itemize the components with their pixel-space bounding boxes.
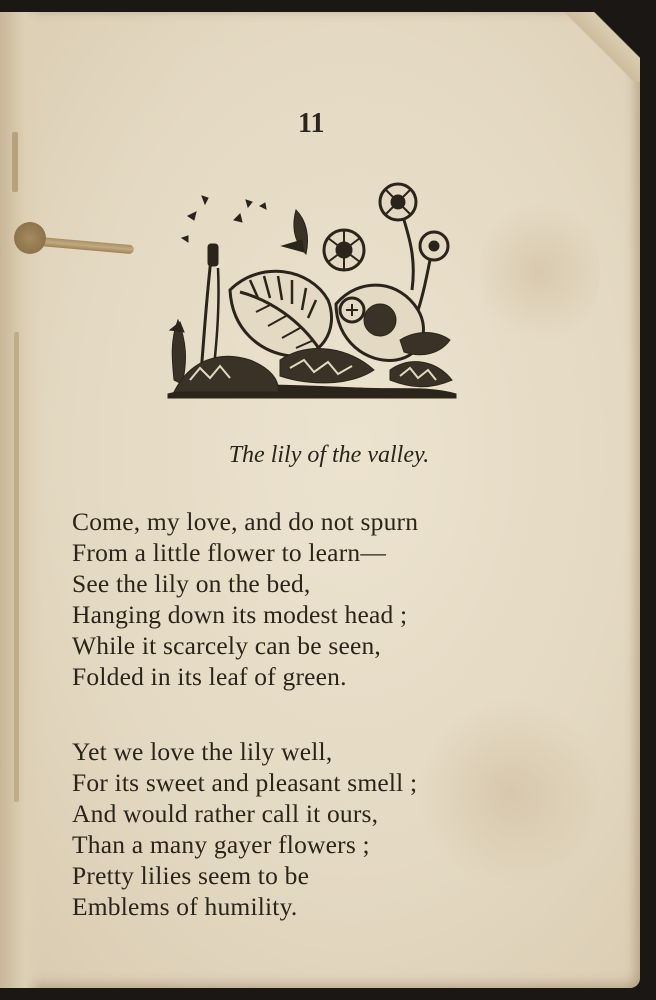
poem-line: And would rather call it ours,	[72, 799, 379, 828]
paper-stain	[480, 192, 600, 352]
poem-line: Emblems of humility.	[72, 892, 298, 921]
stanza-2	[72, 736, 417, 922]
poem-line: For its sweet and pleasant smell ;	[72, 768, 418, 797]
lily-of-the-valley-woodcut-icon	[160, 180, 460, 402]
book-page	[0, 12, 640, 988]
poem-line: Yet we love the lily well,	[72, 737, 333, 766]
binding-knot	[14, 222, 46, 254]
poem-line: From a little flower to learn—	[72, 538, 387, 567]
poem-title: The lily of the valley.	[228, 442, 430, 468]
poem-line: See the lily on the bed,	[72, 569, 311, 598]
poem-line: Than a many gayer flowers ;	[72, 830, 370, 859]
folded-corner	[560, 12, 640, 82]
binding-stitch	[14, 332, 19, 802]
poem-line: Hanging down its modest head ;	[72, 600, 408, 629]
poem-line: While it scarcely can be seen,	[72, 631, 382, 660]
poem-line: Come, my love, and do not spurn	[72, 507, 419, 536]
paper-stain	[420, 692, 600, 892]
poem-line: Pretty lilies seem to be	[72, 861, 310, 890]
page-number: 11	[298, 108, 325, 139]
binding-stitch	[12, 132, 18, 192]
binding-gutter	[0, 12, 42, 988]
stanza-1	[72, 506, 418, 692]
poem-line: Folded in its leaf of green.	[72, 662, 347, 691]
